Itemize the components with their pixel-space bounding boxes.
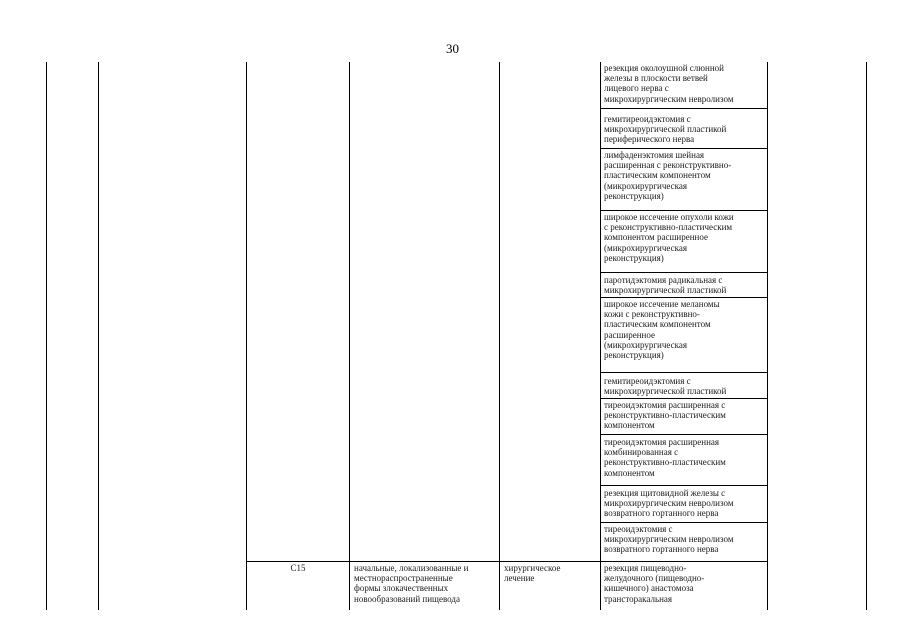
row-divider (246, 561, 768, 562)
icd-code-cell: C15 (290, 563, 306, 573)
column-divider (600, 62, 601, 610)
row-divider (600, 522, 768, 523)
procedure-cell: резекция щитовидной железы с микрохирургическим невролизом возвратного гортанного нерва (604, 488, 734, 519)
row-divider (600, 108, 768, 109)
row-divider (600, 210, 768, 211)
procedure-cell: резекция пищеводно- желудочного (пищеводно- кишечного) анастомоза трансторакальная (604, 563, 705, 604)
procedure-cell: широкое иссечение меланомы кожи с реконструктивно- пластическим компонентом расширенное (микрохирургическая реконструкция) (604, 299, 720, 361)
procedure-cell: тиреоидэктомия с микрохирургическим невролизом возвратного гортанного нерва (604, 524, 734, 555)
table-border-left (46, 62, 47, 610)
column-divider (499, 62, 500, 610)
procedure-cell: паротидэктомия радикальная с микрохирургической пластикой (604, 275, 727, 296)
procedure-cell: лимфаденэктомия шейная расширенная с реконструктивно- пластическим компонентом (микрохирургическая реконструкция) (604, 150, 732, 201)
row-divider (600, 434, 768, 435)
column-divider (349, 62, 350, 610)
table-border-right (866, 62, 867, 610)
procedure-cell: гемитиреоидэктомия с микрохирургической пластикой (604, 376, 727, 397)
row-divider (600, 148, 768, 149)
row-divider (600, 485, 768, 486)
diagnosis-cell: начальные, локализованные и местнораспространенные формы злокачественных новообразований пищевода (354, 563, 469, 604)
procedure-cell: гемитиреоидэктомия с микрохирургической пластикой периферического нерва (604, 114, 727, 145)
procedure-cell: широкое иссечение опухоли кожи с реконструктивно-пластическим компонентом расширенное (микрохирургическая реконструкция) (604, 212, 734, 263)
procedure-cell: тиреоидэктомия расширенная с реконструктивно-пластическим компонентом (604, 400, 726, 431)
page-number: 30 (446, 41, 459, 56)
row-divider (600, 297, 768, 298)
column-divider (246, 62, 247, 610)
treatment-type-cell: хирургическое лечение (504, 563, 561, 584)
row-divider (600, 272, 768, 273)
procedure-cell: тиреоидэктомия расширенная комбинированная с реконструктивно-пластическим компонентом (604, 437, 726, 478)
column-divider (98, 62, 99, 610)
row-divider (600, 398, 768, 399)
row-divider (600, 372, 768, 373)
column-divider (767, 62, 768, 610)
procedure-cell: резекция околоушной слюнной железы в плоскости ветвей лицевого нерва с микрохирургическим невролизом (604, 63, 734, 104)
